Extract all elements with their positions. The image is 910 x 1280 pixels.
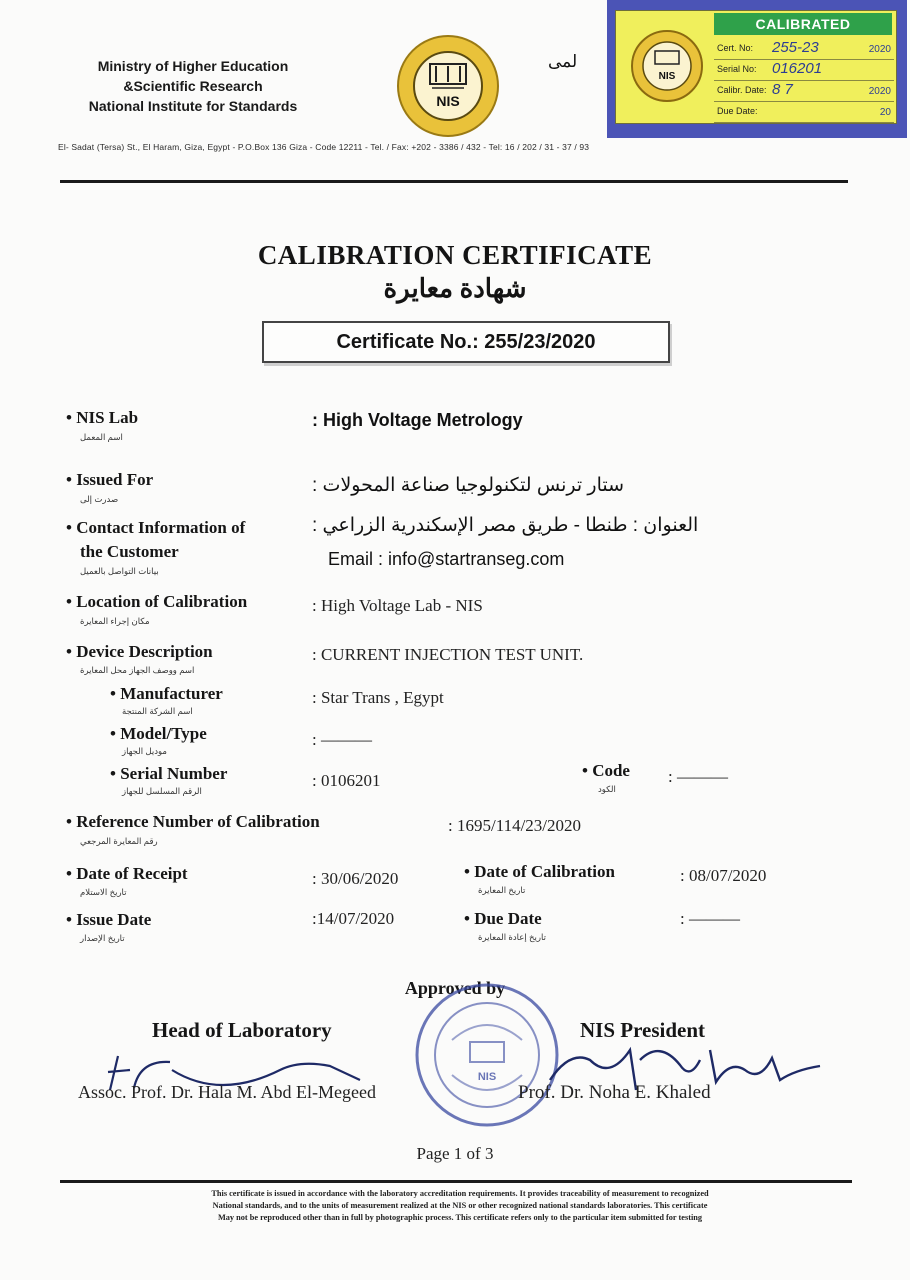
nis-lab-value: : High Voltage Metrology — [312, 410, 523, 430]
calibration-label — [615, 10, 897, 124]
sticker-duedate-label: Due Date: — [717, 106, 758, 116]
reference-label: • Reference Number of Calibration — [66, 812, 320, 831]
manufacturer-label: • Manufacturer — [110, 684, 223, 703]
calibration-sticker — [607, 0, 907, 138]
manufacturer-value: : Star Trans , Egypt — [312, 688, 444, 707]
date-receipt-label-ar: تاريخ الاستلام — [80, 887, 127, 897]
sticker-row-cert — [714, 39, 894, 60]
footer-rule — [60, 1180, 852, 1183]
title-arabic: شهادة معايرة — [383, 274, 527, 303]
round-seal-stamp — [412, 980, 562, 1130]
date-calibration-label-ar: تاريخ المعايرة — [478, 885, 526, 895]
code-label-ar: الكود — [598, 784, 616, 794]
footer-line-3: May not be reproduced other than in full by photographic process. This certificate refers only to the particular item submitted for testing — [217, 1213, 703, 1222]
date-receipt-value: : 30/06/2020 — [312, 869, 399, 888]
certificate-number: Certificate No.: 255/23/2020 — [262, 321, 670, 363]
approved-by: Approved by — [404, 978, 506, 998]
nis-president-name: Prof. Dr. Noha E. Khaled — [518, 1082, 711, 1103]
sticker-cert-value: 255-23 — [772, 39, 819, 56]
issue-date-label-ar: تاريخ الإصدار — [80, 933, 125, 943]
head-of-laboratory-title: Head of Laboratory — [152, 1018, 332, 1042]
contact-label-line1: • Contact Information of — [66, 518, 246, 537]
issue-date-value: :14/07/2020 — [312, 909, 395, 928]
sticker-caldate-year: 2020 — [868, 86, 891, 97]
head-of-laboratory-name: Assoc. Prof. Dr. Hala M. Abd El-Megeed — [78, 1082, 376, 1102]
footer-line-1: This certificate is issued in accordance with the laboratory accreditation requirements. It provides traceability of measurement to recognized — [211, 1189, 709, 1198]
device-label-ar: اسم ووصف الجهاز محل المعايرة — [80, 665, 195, 675]
sticker-serial-value: 016201 — [772, 60, 823, 77]
location-label-ar: مكان إجراء المعايرة — [80, 616, 150, 626]
ministry-line-1: Ministry of Higher Education — [97, 58, 289, 74]
sticker-seal-text: NIS — [658, 71, 676, 82]
location-value: : High Voltage Lab - NIS — [312, 596, 483, 615]
contact-address: العنوان : طنطا - طريق مصر الإسكندرية الزراعي : — [312, 515, 699, 536]
model-label: • Model/Type — [110, 724, 207, 743]
issued-for-value: ستار ترنس لتكنولوجيا صناعة المحولات : — [312, 475, 625, 496]
serial-value: : 0106201 — [312, 771, 381, 790]
location-label: • Location of Calibration — [66, 592, 248, 611]
sticker-seal-icon — [630, 29, 704, 103]
issued-for-label: • Issued For — [66, 470, 154, 489]
model-value: : ——— — [312, 730, 372, 749]
code-label: • Code — [582, 761, 630, 780]
sticker-serial-label: Serial No: — [717, 64, 757, 74]
due-date-value: : ——— — [680, 909, 740, 928]
code-value: : ——— — [668, 767, 728, 786]
contact-email: Email : info@startranseg.com — [328, 549, 565, 569]
sticker-row-serial — [714, 60, 894, 81]
date-calibration-label: • Date of Calibration — [464, 862, 615, 881]
nis-lab-label-ar: اسم المعمل — [80, 432, 123, 442]
issued-for-label-ar: صدرت إلى — [80, 494, 119, 504]
address-line: El- Sadat (Tersa) St., El Haram, Giza, Egypt - P.O.Box 136 Giza - Code 12211 - Tel. / Fax: +202 - 3386 / 432 - Tel: 16 / 202 / 31 - 37 / 93 — [58, 142, 590, 152]
footer-line-2: National standards, and to the units of measurement realized at the NIS or other recognized national standards laboratories. This certificate — [212, 1201, 708, 1210]
sticker-cert-year: 2020 — [868, 44, 891, 55]
ministry-line-2: &Scientific Research — [123, 78, 263, 94]
header-rule — [60, 180, 848, 183]
page-number: Page 1 of 3 — [416, 1144, 494, 1163]
due-date-label: • Due Date — [464, 909, 542, 928]
header-arabic-fragment: لمى — [548, 52, 578, 71]
manufacturer-label-ar: اسم الشركة المنتجة — [122, 706, 193, 716]
sticker-cert-label: Cert. No: — [717, 43, 754, 53]
device-label: • Device Description — [66, 642, 213, 661]
sticker-caldate-value: 8 7 — [772, 81, 793, 98]
nis-logo-text: NIS — [436, 93, 460, 109]
sticker-fields — [714, 39, 894, 123]
date-calibration-value: : 08/07/2020 — [680, 866, 767, 885]
model-label-ar: موديل الجهاز — [122, 746, 167, 756]
nis-logo — [396, 34, 500, 138]
issue-date-label: • Issue Date — [66, 910, 152, 929]
sticker-caldate-label: Calibr. Date: — [717, 85, 767, 95]
nis-president-title: NIS President — [580, 1018, 706, 1042]
reference-label-ar: رقم المعايرة المرجعي — [80, 836, 158, 846]
device-value: : CURRENT INJECTION TEST UNIT. — [312, 645, 584, 664]
ministry-block — [58, 56, 328, 116]
date-receipt-label: • Date of Receipt — [66, 864, 188, 883]
nis-lab-label: • NIS Lab — [66, 408, 139, 427]
calibrated-banner: CALIBRATED — [714, 13, 892, 35]
serial-label-ar: الرقم المسلسل للجهاز — [122, 786, 202, 796]
round-seal-text: NIS — [477, 1071, 497, 1083]
sticker-row-duedate — [714, 102, 894, 123]
title-english: CALIBRATION CERTIFICATE — [257, 240, 653, 270]
footer-disclaimer — [80, 1188, 840, 1224]
sticker-row-caldate — [714, 81, 894, 102]
sticker-duedate-year: 20 — [879, 107, 891, 118]
contact-label-ar: بيانات التواصل بالعميل — [80, 566, 159, 576]
contact-label-line2: the Customer — [80, 542, 179, 561]
serial-label: • Serial Number — [110, 764, 228, 783]
ministry-line-3: National Institute for Standards — [88, 98, 298, 114]
due-date-label-ar: تاريخ إعادة المعايرة — [478, 932, 546, 942]
reference-value: : 1695/114/23/2020 — [448, 816, 582, 835]
